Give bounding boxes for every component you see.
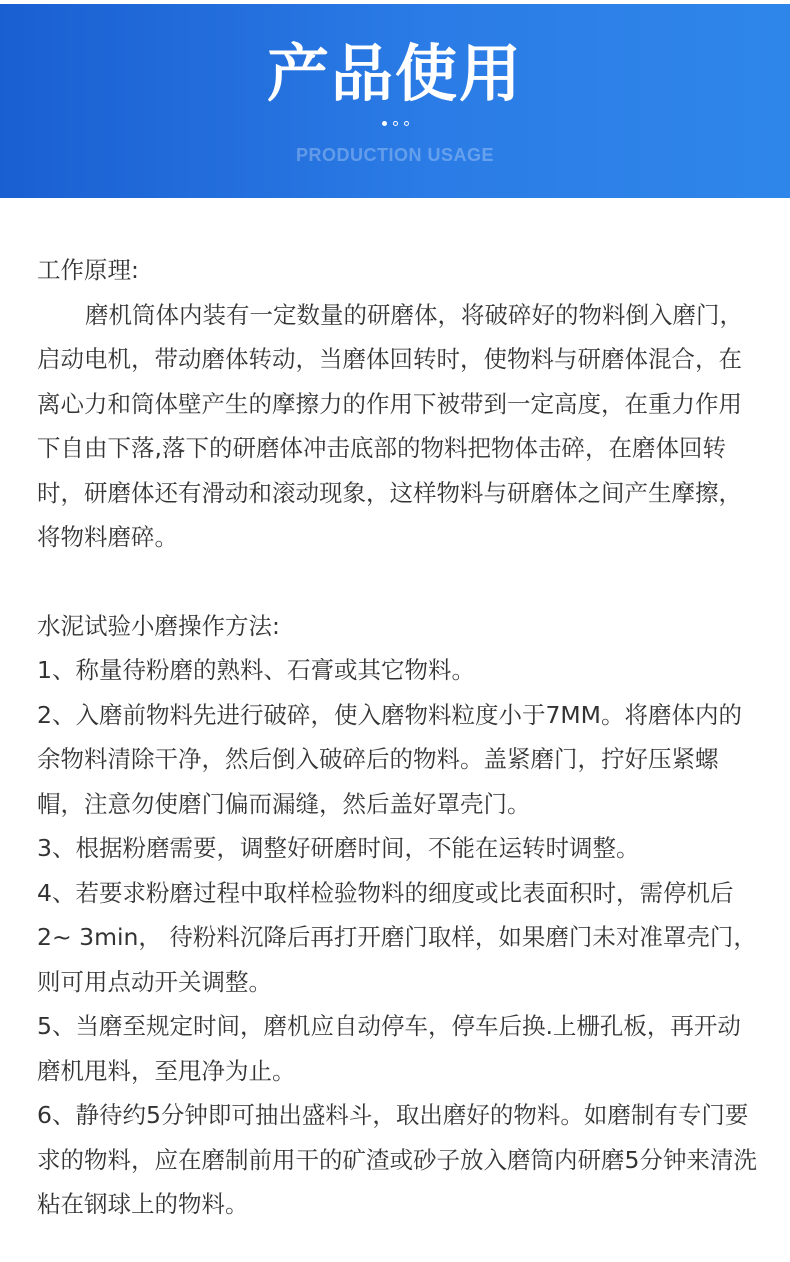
operation-step: 3、根据粉磨需要，调整好研磨时间，不能在运转时调整。 <box>37 834 640 862</box>
operation-step: 2、入磨前物料先进行破碎，使入磨物料粒度小于7MM。将磨体内的余物料清除干净，然后倒入破碎后的物料。盖紧磨门，拧好压紧螺帽，注意勿使磨门偏而漏缝，然后盖好罩壳门。 <box>37 700 742 818</box>
principle-heading: 工作原理: <box>37 256 139 284</box>
operation-step: 1、称量待粉磨的熟料、石膏或其它物料。 <box>37 656 475 684</box>
spacer <box>37 560 762 604</box>
operation-step: 5、当磨至规定时间，磨机应自动停车，停车后换.上栅孔板，再开动磨机甩料，至甩净为止。 <box>37 1012 741 1085</box>
operation-step: 6、静待约5分钟即可抽出盛料斗，取出磨好的物料。如磨制有专门要求的物料，应在磨制前用干的矿渣或砂子放入磨筒内研磨5分钟来清洗粘在钢球上的物料。 <box>37 1101 757 1218</box>
principle-text: 磨机筒体内装有一定数量的研磨体，将破碎好的物料倒入磨门，启动电机，带动磨体转动，当磨体回转时，使物料与研磨体混合，在离心力和筒体壁产生的摩擦力的作用下被带到一定高度，在重力作用下自由下落,落下的研磨体冲击底部的物料把物体击碎，在磨体回转时，研磨体还有滑动和滚动现象，这样物料与研磨体之间产生摩擦，将物料磨碎。 <box>37 300 743 551</box>
dot-icon <box>382 121 387 126</box>
article-body <box>37 248 762 1227</box>
section-title: 产品使用 <box>266 37 523 110</box>
operation-heading: 水泥试验小磨操作方法: <box>37 611 280 640</box>
section-subtitle: PRODUCTION USAGE <box>295 145 494 165</box>
section-banner <box>0 4 790 198</box>
decorative-dots <box>0 121 790 126</box>
dot-icon <box>393 121 398 126</box>
dot-icon <box>404 121 409 126</box>
operation-step: 4、若要求粉磨过程中取样检验物料的细度或比表面积时，需停机后2~ 3min， 待粉料沉降后再打开磨门取样，如果磨门未对准罩壳门，则可用点动开关调整。 <box>37 878 757 996</box>
